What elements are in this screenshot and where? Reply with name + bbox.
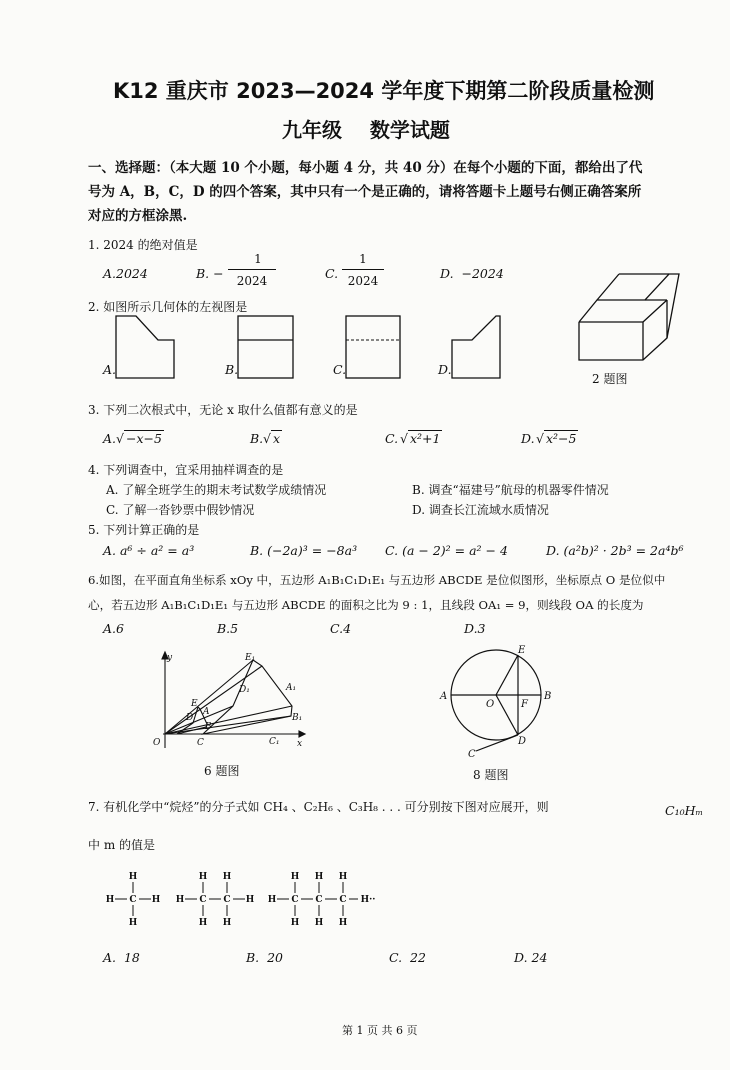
q7-line2: 中 m 的值是 — [88, 838, 156, 852]
fig6-label-o: O — [153, 738, 161, 748]
q5-option-a: A. a⁶ ÷ a² = a³ — [103, 543, 195, 558]
q6-line1: 6.如图，在平面直角坐标系 xOy 中，五边形 A₁B₁C₁D₁E₁ 与五边形 ABCDE 是位似图形，坐标原点 O 是位似中 — [88, 573, 666, 587]
fig6-label-b: B — [205, 722, 212, 732]
section1-line3: 对应的方框涂黑. — [88, 208, 188, 224]
q6-option-d: D.3 — [464, 621, 486, 636]
q5-option-d: D. (a²b)² · 2b³ = 2a⁴b⁶ — [546, 543, 684, 558]
fig6-label-e1: E₁ — [245, 653, 256, 663]
q3-option-c-expr: x²+1 — [409, 431, 441, 446]
q2-stem: 2. 如图所示几何体的左视图是 — [88, 300, 248, 314]
q5-stem: 5. 下列计算正确的是 — [88, 523, 200, 537]
fig8-label-d: D — [518, 736, 527, 747]
q4-option-b: B. 调查“福建号”航母的机器零件情况 — [412, 483, 609, 497]
q1-option-b-prefix: B. − — [196, 266, 224, 281]
q7-option-c: C. 22 — [389, 950, 426, 965]
q1-stem: 1. 2024 的绝对值是 — [88, 238, 198, 252]
c3h8-h-bottom2: H — [314, 918, 324, 928]
q3-stem: 3. 下列二次根式中，无论 x 取什么值都有意义的是 — [88, 403, 358, 417]
fig6-label-c1: C₁ — [269, 737, 280, 747]
q7-option-a: A. 18 — [103, 950, 140, 965]
q7-line1: 7. 有机化学中“烷烃”的分子式如 CH₄ 、C₂H₆ 、C₃H₈ . . . 可分别按下图对应展开，则 — [88, 800, 549, 814]
q3-option-c-label: C. — [385, 431, 399, 446]
q2-caption: 2 题图 — [592, 372, 628, 386]
fig6-label-b1: B₁ — [292, 713, 303, 723]
fig8-radius-oe — [496, 655, 518, 695]
q4-stem: 4. 下列调查中，宜采用抽样调查的是 — [88, 463, 284, 477]
q1-option-d: D. −2024 — [440, 266, 504, 281]
q1-option-a: A.2024 — [103, 266, 148, 281]
fig6-x-arrow — [299, 731, 305, 737]
c3h8-c3: C — [339, 895, 347, 905]
c3h8-h-right-ellipsis: H·· — [360, 895, 376, 905]
c2h6-c2: C — [223, 895, 231, 905]
q1-option-b-numerator: 1 — [254, 252, 262, 266]
q1-option-b-fraction-bar — [228, 269, 276, 270]
q8-caption: 8 题图 — [473, 768, 509, 782]
q2-figure-c — [346, 316, 400, 378]
q5-option-c: C. (a − 2)² = a² − 4 — [385, 543, 508, 558]
page-footer: 第 1 页 共 6 页 — [342, 1024, 418, 1037]
q3-option-a-radical: √ −x−5 — [116, 431, 162, 446]
c3h8-h-bottom3: H — [338, 918, 348, 928]
q2-option-c: C. — [333, 362, 347, 377]
ch4-c: C — [129, 895, 137, 905]
q3-option-c-radical: √ x²+1 — [400, 431, 441, 446]
q7-option-b: B. 20 — [246, 950, 284, 965]
fig8-label-e: E — [518, 645, 526, 656]
q4-option-a: A. 了解全班学生的期末考试数学成绩情况 — [106, 483, 327, 497]
ch4-h-top: H — [128, 872, 138, 882]
figure-8 — [436, 645, 566, 763]
fig8-label-c: C — [468, 749, 476, 760]
q7-option-d: D. 24 — [514, 950, 548, 965]
q6-option-a: A.6 — [103, 621, 124, 636]
figure-6 — [145, 648, 315, 753]
q3-option-d-radical: √ x²−5 — [536, 431, 577, 446]
q1-option-c-denominator: 2024 — [347, 274, 379, 288]
exam-subtitle: 九年级 数学试题 — [282, 118, 450, 142]
fig8-label-a: A — [440, 691, 448, 702]
molecule-diagrams — [100, 868, 400, 930]
c2h6-c1: C — [199, 895, 207, 905]
q3-option-b-expr: x — [272, 431, 281, 446]
q3-option-a-expr: −x−5 — [125, 431, 162, 446]
fig8-label-b: B — [544, 691, 552, 702]
fig6-label-d1: D₁ — [239, 685, 250, 695]
exam-title: K12 重庆市 2023—2024 学年度下期第二阶段质量检测 — [113, 79, 655, 103]
q1-option-c-fraction-bar — [342, 269, 384, 270]
q3-option-b-label: B. — [250, 431, 264, 446]
c2h6-h-top1: H — [198, 872, 208, 882]
q6-option-b: B.5 — [217, 621, 239, 636]
q6-option-c: C.4 — [330, 621, 352, 636]
c3h8-c1: C — [291, 895, 299, 905]
c3h8-h-top1: H — [290, 872, 300, 882]
fig6-label-x: x — [297, 739, 303, 749]
q4-option-d: D. 调查长江流域水质情况 — [412, 503, 549, 517]
section1-heading: 一、选择题：（本大题 10 个小题，每小题 4 分，共 40 分）在每个小题的下面，都给出了代 — [88, 160, 643, 176]
q7-formula: C₁₀Hₘ — [665, 803, 704, 818]
c2h6-h-bottom2: H — [222, 918, 232, 928]
q1-option-c-numerator: 1 — [359, 252, 367, 266]
c2h6-h-top2: H — [222, 872, 232, 882]
fig6-label-a1: A₁ — [286, 683, 297, 693]
c3h8-h-bottom1: H — [290, 918, 300, 928]
c3h8-c2: C — [315, 895, 323, 905]
fig8-radius-od — [496, 695, 518, 735]
fig8-label-o: O — [486, 699, 495, 710]
c2h6-h-right: H — [245, 895, 255, 905]
q2-option-a: A. — [103, 362, 117, 377]
c2h6-h-bottom1: H — [198, 918, 208, 928]
q4-option-c: C. 了解一沓钞票中假钞情况 — [106, 503, 255, 517]
q2-figure-d — [452, 316, 500, 378]
section1-line2: 号为 A，B，C，D 的四个答案，其中只有一个是正确的，请将答题卡上题号右侧正确答案所 — [88, 184, 642, 200]
ch4-h-bottom: H — [128, 918, 138, 928]
q1-option-c-prefix: C. — [325, 266, 339, 281]
q2-option-d: D. — [438, 362, 452, 377]
fig6-label-e: E — [191, 699, 198, 709]
fig6-label-d: D — [186, 713, 194, 723]
q2-figure-b — [238, 316, 293, 378]
q2-figure-a — [116, 316, 174, 378]
c3h8-h-top2: H — [314, 872, 324, 882]
fig6-label-c: C — [197, 738, 204, 748]
c3h8-h-left: H — [267, 895, 277, 905]
q1-option-b-denominator: 2024 — [236, 274, 268, 288]
q3-option-a-label: A. — [103, 431, 117, 446]
fig6-label-a: A — [203, 707, 210, 717]
q2-solid-figure — [575, 270, 695, 370]
c3h8-h-top3: H — [338, 872, 348, 882]
c2h6-h-left: H — [175, 895, 185, 905]
ch4-h-right: H — [151, 895, 161, 905]
q5-option-b: B. (−2a)³ = −8a³ — [250, 543, 358, 558]
q2-option-b: B. — [225, 362, 239, 377]
fig6-label-y: y — [167, 653, 173, 663]
q3-option-b-radical: √ x — [263, 431, 281, 446]
fig8-label-f: F — [521, 699, 528, 710]
q6-caption: 6 题图 — [204, 764, 240, 778]
ch4-h-left: H — [105, 895, 115, 905]
q6-line2: 心，若五边形 A₁B₁C₁D₁E₁ 与五边形 ABCDE 的面积之比为 9 : 1，且线段 OA₁ = 9，则线段 OA 的长度为 — [88, 598, 644, 612]
q3-option-d-expr: x²−5 — [545, 431, 577, 446]
q3-option-d-label: D. — [521, 431, 535, 446]
